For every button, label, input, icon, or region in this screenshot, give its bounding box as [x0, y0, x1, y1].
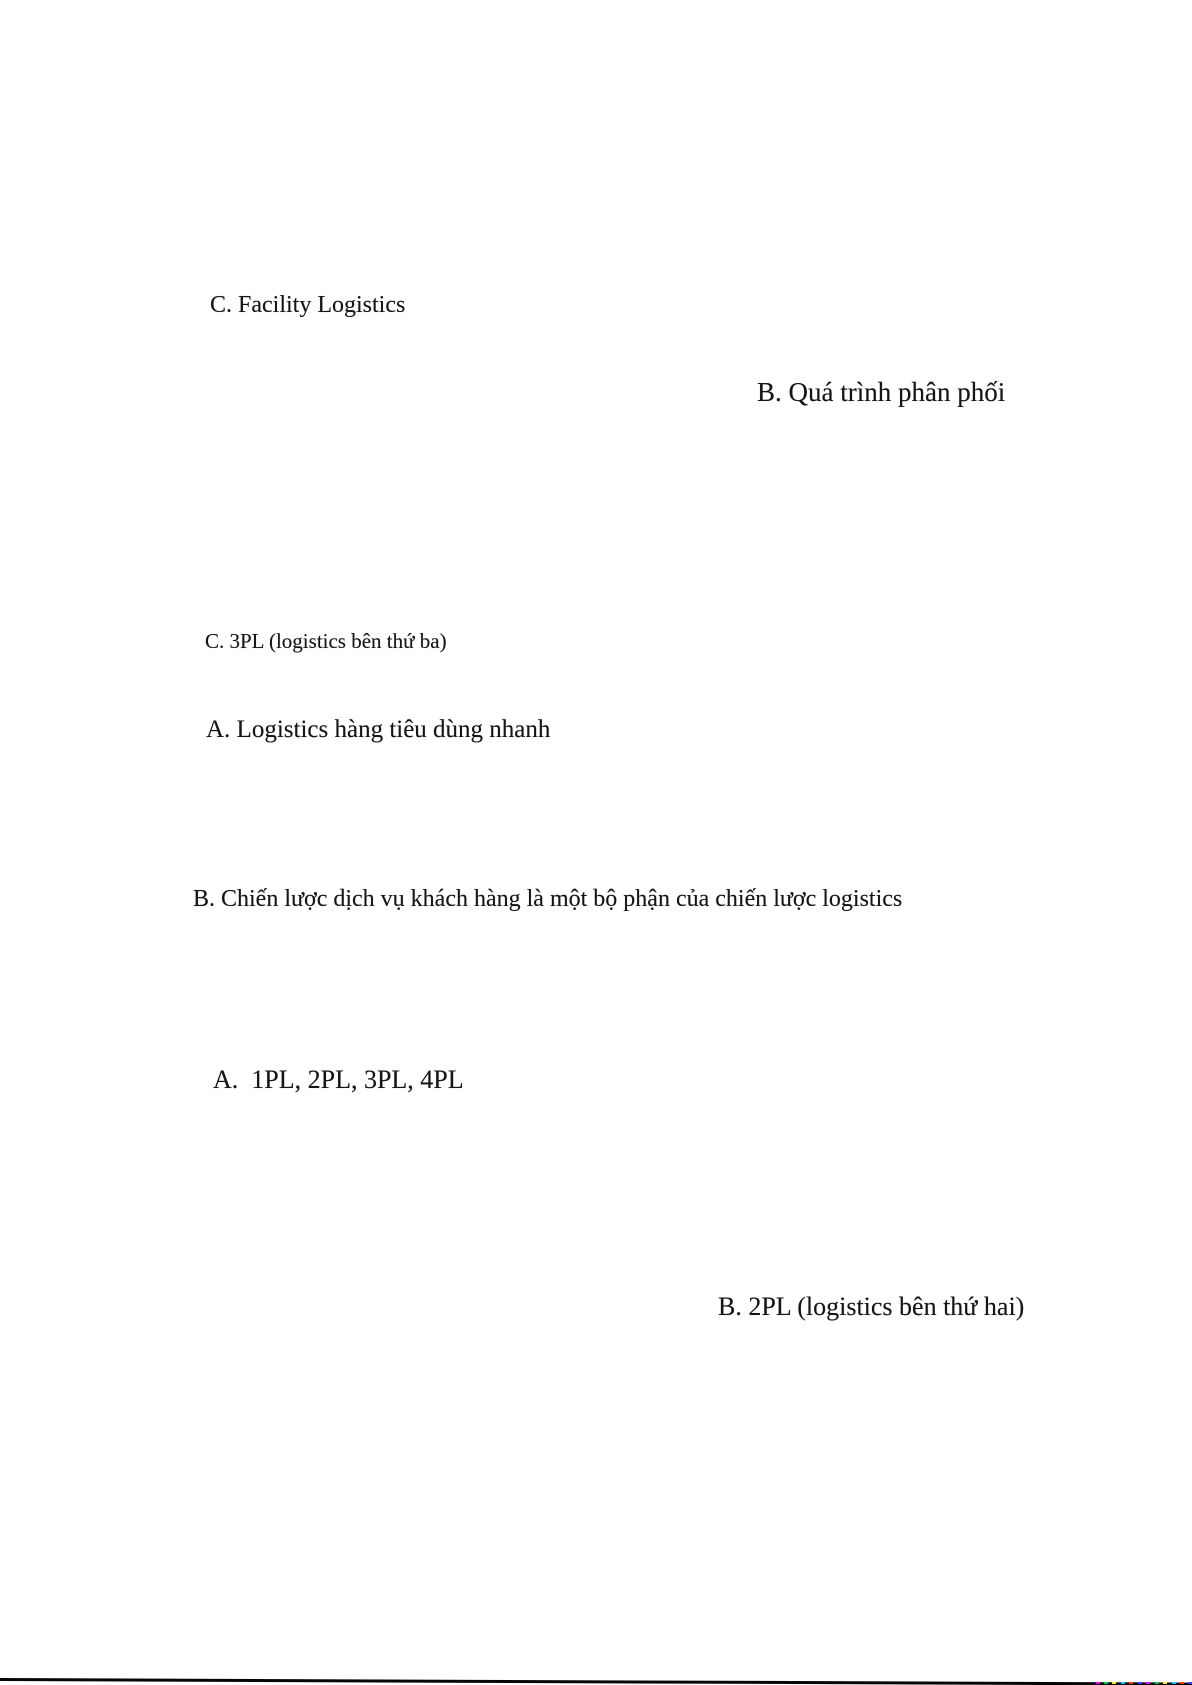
- scan-noise-speck: [1188, 1682, 1192, 1684]
- answer-option-c-facility-logistics: C. Facility Logistics: [210, 292, 406, 318]
- scan-bottom-edge-line: [0, 1678, 1192, 1685]
- answer-option-b-qua-trinh-phan-phoi: B. Quá trình phân phối: [757, 377, 1006, 407]
- answer-option-c-3pl: C. 3PL (logistics bên thứ ba): [205, 629, 447, 653]
- scan-noise-speck: [1104, 1682, 1108, 1684]
- answer-option-a-1pl-2pl-3pl-4pl: A. 1PL, 2PL, 3PL, 4PL: [213, 1065, 464, 1094]
- scan-noise-speck: [1172, 1682, 1176, 1684]
- scan-noise-speck: [1180, 1682, 1184, 1684]
- scan-noise-speck: [1129, 1682, 1133, 1684]
- answer-option-b-chien-luoc-dich-vu: B. Chiến lược dịch vụ khách hàng là một bộ phận của chiến lược logistics: [193, 886, 903, 912]
- answer-option-a-logistics-hang-tieu-dung-nhanh: A. Logistics hàng tiêu dùng nhanh: [206, 716, 551, 743]
- scan-noise-speck: [1112, 1682, 1116, 1684]
- scan-noise-speck: [1163, 1682, 1167, 1684]
- answer-option-b-2pl: B. 2PL (logistics bên thứ hai): [718, 1292, 1025, 1321]
- scan-noise-speck: [1121, 1682, 1125, 1684]
- scan-noise-speck: [1138, 1682, 1142, 1684]
- scan-noise-speck: [1146, 1682, 1150, 1684]
- scan-noise-speck: [1155, 1682, 1159, 1684]
- scan-noise-speck: [1096, 1682, 1100, 1684]
